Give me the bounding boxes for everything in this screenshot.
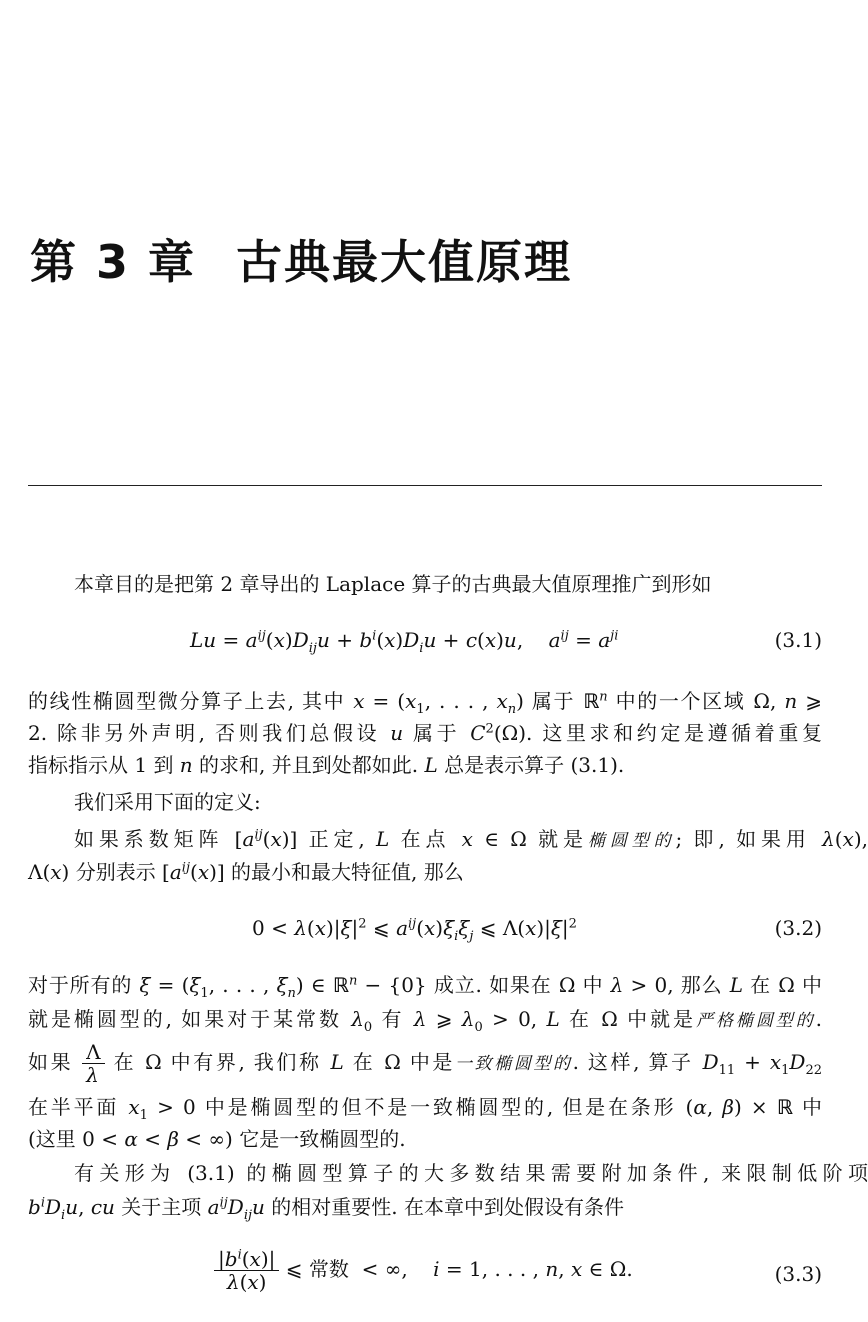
horizontal-rule: [28, 485, 822, 486]
paragraph-line: 有关形为 (3.1) 的椭圆型算子的大多数结果需要附加条件, 来限制低阶项: [74, 1161, 868, 1185]
paragraph-line: 在半平面 $x_1 > 0$ 中是椭圆型的但不是一致椭圆型的, 但是在条形 (α, β) × ℝ 中: [28, 1095, 823, 1123]
paragraph-intro: 本章目的是把第 2 章导出的 Laplace 算子的古典最大值原理推广到形如: [74, 572, 712, 596]
equation-3-3: $\frac{|b^i(x)|}{\lambda(x)}$ ⩽ 常数 < ∞, i = 1, . . . , n, x ∈ Ω. (3.3): [28, 1248, 822, 1304]
paragraph-line: Λ(x) 分别表示 $[a^{ij}(x)]$ 的最小和最大特征值, 那么: [28, 860, 464, 884]
paragraph-line: 2. 除非另外声明, 否则我们总假设 u 属于 $C^2(\Omega)$. 这里求和约定是遵循着重复: [28, 721, 822, 745]
chapter-heading: 第 3 章 古典最大值原理: [30, 235, 573, 289]
paragraph-line: 指标指示从 1 到 n 的求和, 并且到处都如此. L 总是表示算子 (3.1).: [28, 753, 625, 777]
paragraph-line: 如果系数矩阵 $[a^{ij}(x)]$ 正定, L 在点 x ∈ Ω 就是椭圆型的; 即, 如果用 λ(x),: [74, 827, 868, 851]
paragraph-line: 对于所有的 $\xi = (\xi_1$, . . . , $\xi_n$) ∈ ℝ$^n$ − {0} 成立. 如果在 Ω 中 λ > 0, 那么 L 在 Ω 中: [28, 973, 822, 1001]
paragraph-line: 的线性椭圆型微分算子上去, 其中 $x = (x_1$, . . . , $x_n$) 属于 ℝ$^n$ 中的一个区域 Ω, n ⩾: [28, 689, 823, 717]
equation-3-1: $Lu = a^{ij}(x)D_{ij}u + b^i(x)D_iu + c(x)u$, $a^{ij} = a^{ji}$ (3.1): [190, 628, 822, 656]
paragraph-line: 如果 $\frac{\Lambda}{\lambda}$ 在 Ω 中有界, 我们称 L 在 Ω 中是一致椭圆型的. 这样, 算子 $D_{11} + x_1D_{22}$: [28, 1040, 823, 1087]
paragraph-line: 我们采用下面的定义:: [74, 790, 261, 814]
equation-3-2: $0 < \lambda(x)|\xi|^2$ ⩽ $a^{ij}(x)\xi_i\xi_j$ ⩽ $\Lambda(x)|\xi|^2$ (3.2): [252, 916, 822, 944]
equation-number: (3.1): [774, 628, 822, 652]
paragraph-line: 就是椭圆型的, 如果对于某常数 $\lambda_0$ 有 λ ⩾ $\lambda_0 > 0$, L 在 Ω 中就是严格椭圆型的.: [28, 1007, 823, 1035]
chapter-title: 古典最大值原理: [236, 235, 573, 289]
equation-number: (3.2): [774, 916, 822, 940]
paragraph-line: (这里 0 < α < β < ∞) 它是一致椭圆型的.: [28, 1127, 406, 1151]
paragraph-line: $b^iD_iu$, cu 关于主项 $a^{ij}D_{ij}u$ 的相对重要性. 在本章中到处假设有条件: [28, 1195, 624, 1223]
equation-number: (3.3): [774, 1262, 822, 1286]
